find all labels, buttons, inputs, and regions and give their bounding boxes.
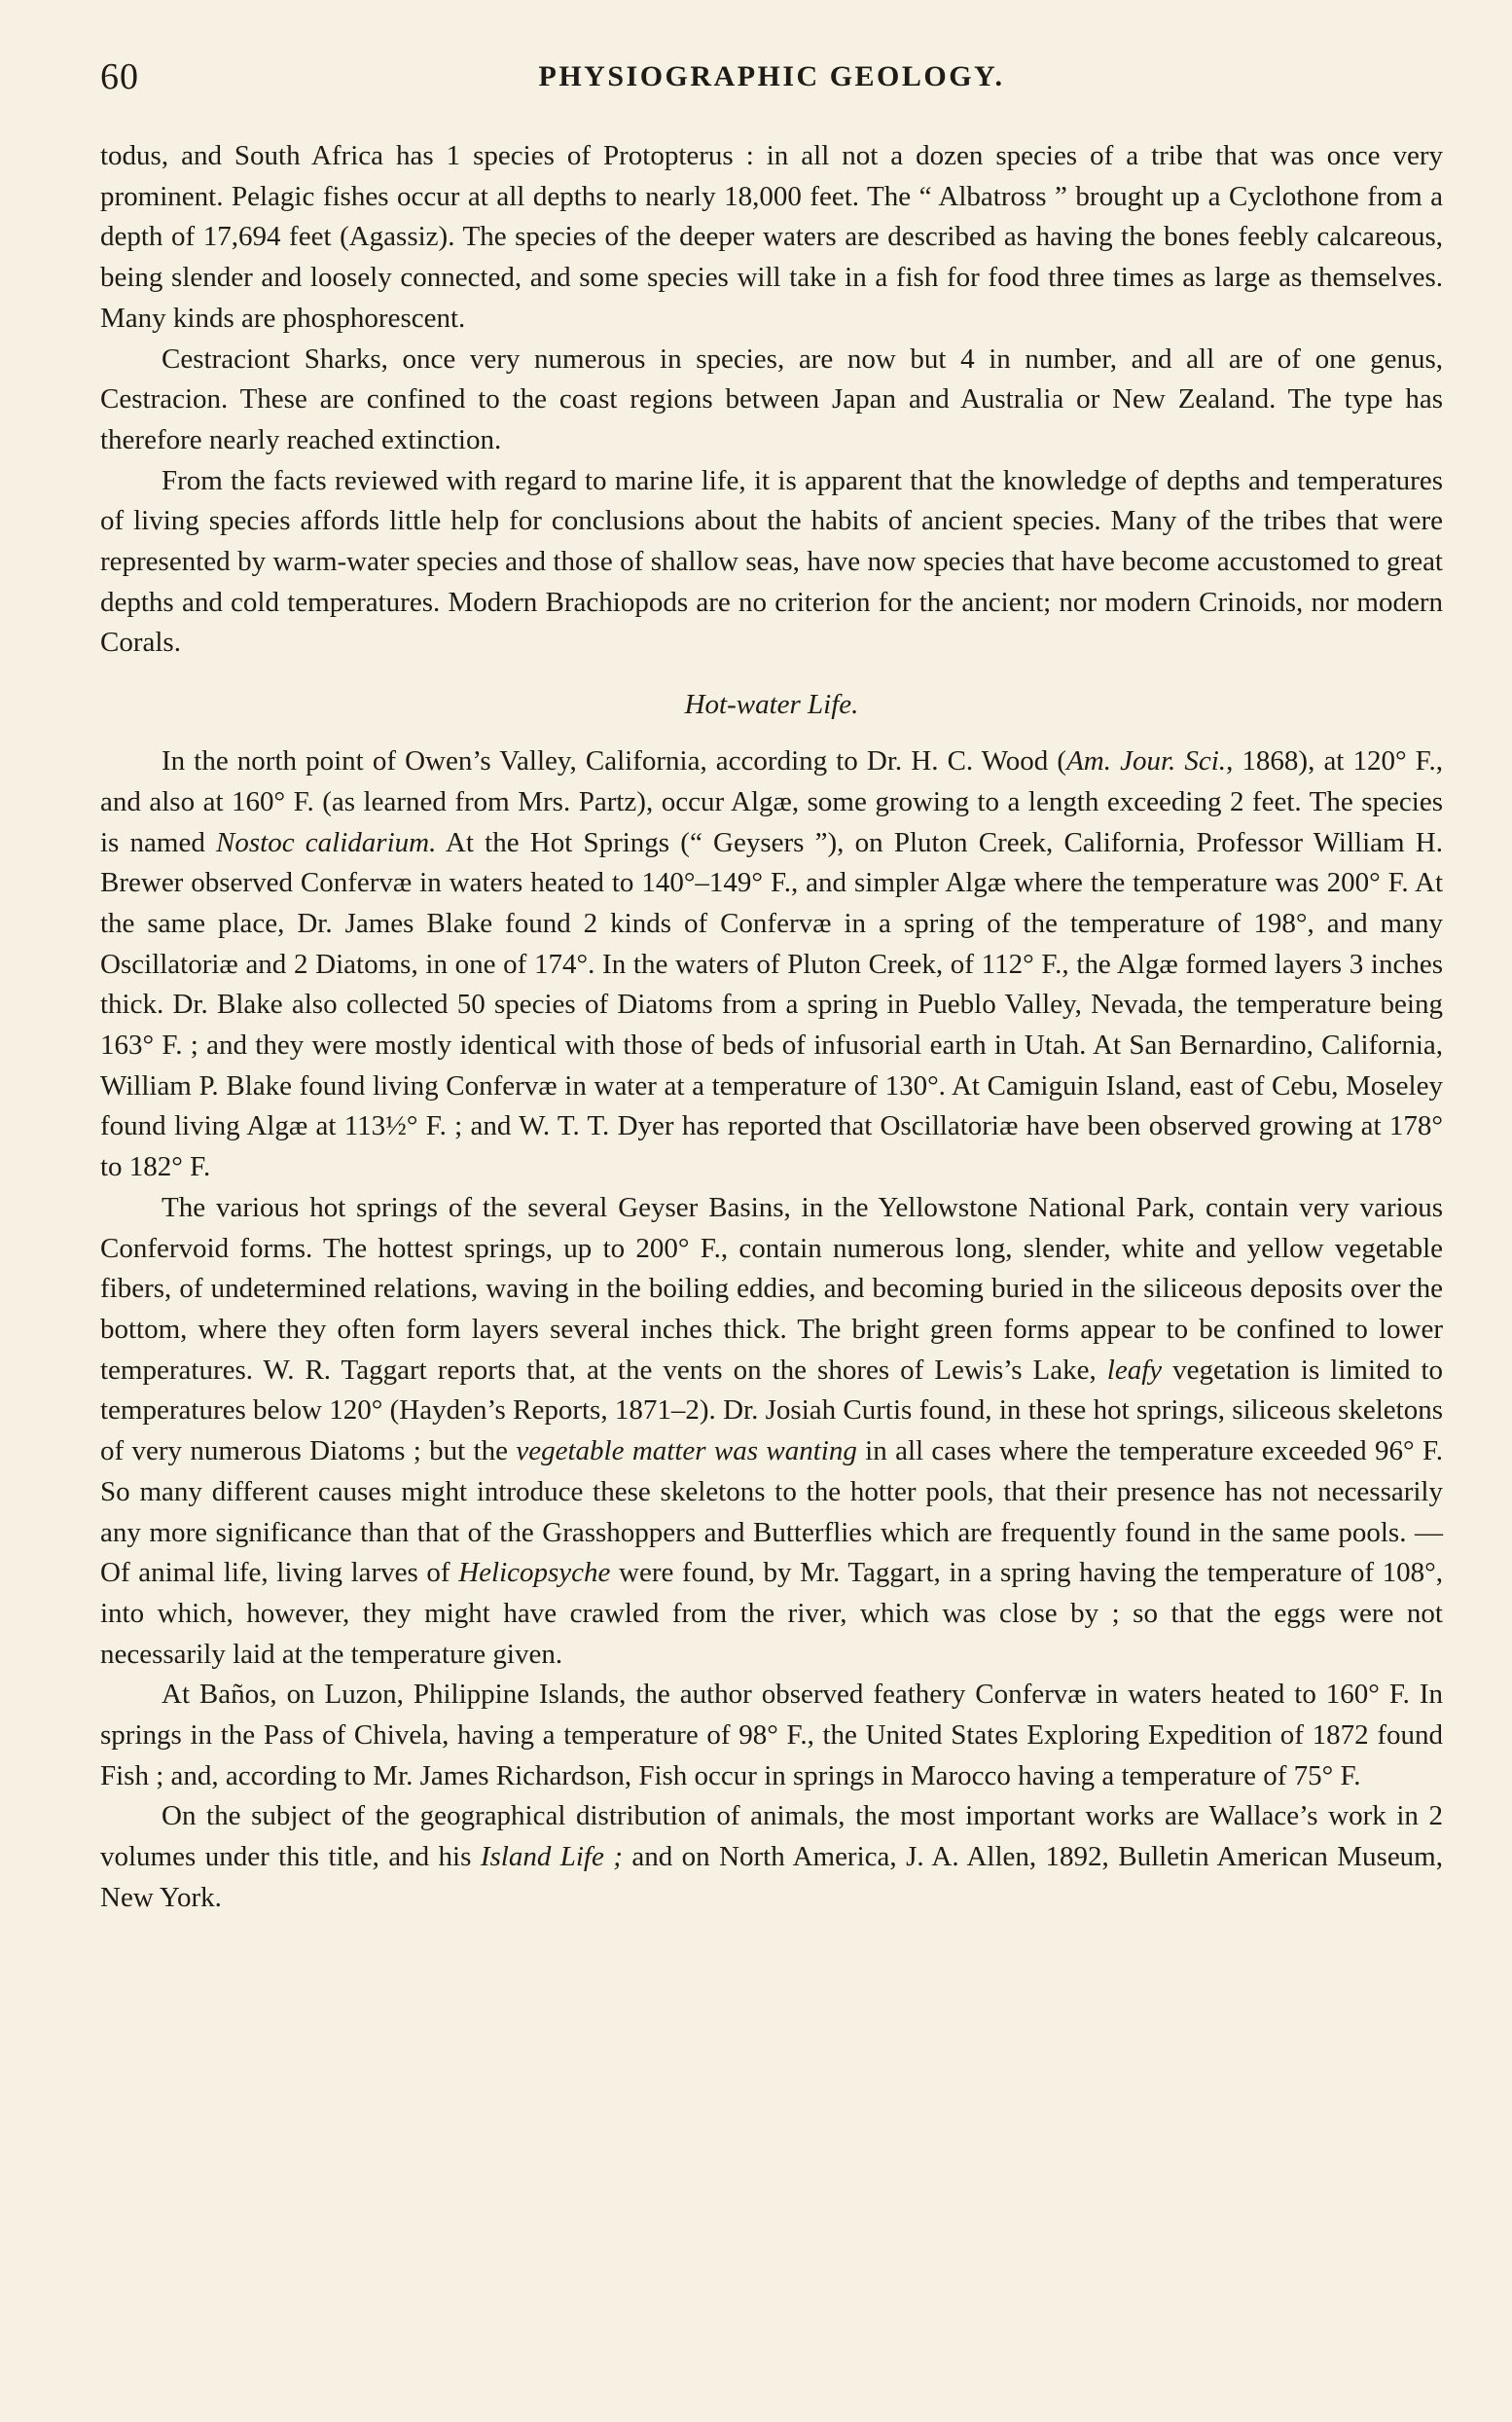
text-run: were found, by Mr. Taggart, in a spring having the temperature of 108°, into which, however, they might have crawled from the river, which was close by ; so that the eggs were not necessarily laid at the temperature given.: [100, 1557, 1443, 1670]
text-run: At the Hot Springs (“ Geysers ”), on Pluton Creek, California, Professor William H. Brewer observed Confervæ in waters heated to 140°–149° F., and simpler Algæ where the temperature was 200° F. At the same place, Dr. James Blake found 2 kinds of Confervæ in a spring of the temperature of 198°, and many Oscillatoriæ and 2 Diatoms, in one of 174°. In the waters of Pluton Creek, of 112° F., the Algæ formed layers 3 inches thick. Dr. Blake also collected 50 species of Diatoms from a spring in Pueblo Valley, Nevada, the temperature being 163° F. ; and they were mostly identical with those of beds of infusorial earth in Utah. At San Bernardino, California, William P. Blake found living Confervæ in water at a temperature of 130°. At Camiguin Island, east of Cebu, Moseley found living Algæ at 113½° F. ; and W. T. T. Dyer has reported that Oscillatoriæ have been observed growing at 178° to 182° F.: [100, 826, 1443, 1183]
text-run: At Baños, on Luzon, Philippine Islands, the author observed feathery Confervæ in waters heated to 160° F. In springs in the Pass of Chivela, having a temperature of 98° F., the United States Exploring Expedition of 1872 found Fish ; and, according to Mr. James Richardson, Fish occur in springs in Marocco having a temperature of 75° F.: [100, 1679, 1443, 1791]
section-subheading: Hot-water Life.: [684, 689, 859, 721]
paragraph: [100, 136, 1443, 340]
text-run: todus, and South Africa has 1 species of Protopterus : in all not a dozen species of a tribe that was once very prominent. Pelagic fishes occur at all depths to nearly 18,000 feet. The “ Albatross ” brought up a Cyclothone from a depth of 17,694 feet (Agassiz). The species of the deeper waters are described as having the bones feebly calcareous, being slender and loosely connected, and some species will take in a fish for food three times as large as themselves. Many kinds are phosphorescent.: [100, 140, 1443, 334]
paragraph: [100, 1796, 1443, 1918]
page-number: 60: [100, 56, 139, 97]
text-run: vegetation is limited to temperatures below 120° (Hayden’s Reports, 1871–2). Dr. Josiah Curtis found, in these hot springs, siliceous skeletons of very numerous Diatoms ; but the: [100, 1354, 1444, 1467]
paragraph: [100, 1188, 1443, 1675]
text-run: From the facts reviewed with regard to marine life, it is apparent that the knowledge of depths and temperatures of living species affords little help for conclusions about the habits of ancient species. Many of the tribes that were represented by warm-water species and those of shallow seas, have now species that have become accustomed to great depths and cold temperatures. Modern Brachiopods are no criterion for the ancient; nor modern Crinoids, nor modern Corals.: [100, 464, 1443, 659]
paragraph: [100, 461, 1443, 665]
paragraph: [100, 741, 1443, 1188]
page-body: [100, 136, 1443, 1919]
page-header: [100, 54, 1443, 100]
italic-text-run: Nostoc calidarium.: [216, 826, 437, 858]
italic-text-run: leafy: [1106, 1354, 1163, 1386]
paragraph: [100, 340, 1443, 461]
text-run: The various hot springs of the several Geyser Basins, in the Yellowstone National Park, contain very various Confervoid forms. The hottest springs, up to 200° F., contain numerous long, slender, white and yellow vegetable fibers, of undetermined relations, waving in the boiling eddies, and becoming buried in the siliceous deposits over the bottom, where they often form layers several inches thick. The bright green forms appear to be confined to lower temperatures. W. R. Taggart reports that, at the vents on the shores of Lewis’s Lake,: [100, 1191, 1443, 1386]
running-title: PHYSIOGRAPHIC GEOLOGY.: [538, 60, 1005, 92]
text-run: Cestraciont Sharks, once very numerous in species, are now but 4 in number, and all are of one genus, Cestracion. These are confined to the coast regions between Japan and Australia or New Zealand. The type has therefore nearly reached extinction.: [100, 343, 1443, 455]
paragraph: [100, 1675, 1443, 1796]
text-run: , 1868), at 120° F., and also at 160° F. (as learned from Mrs. Partz), occur Algæ, some growing to a length exceeding 2 feet. The species is named: [100, 745, 1443, 858]
text-run: and on North America, J. A. Allen, 1892, Bulletin American Museum, New York.: [100, 1841, 1443, 1913]
text-run: in all cases where the temperature exceeded 96° F. So many different causes might introduce these skeletons to the hotter pools, that their presence has not necessarily any more significance than that of the Grasshoppers and Butterflies which are frequently found in the same pools. — Of animal life, living larves of: [100, 1435, 1444, 1589]
text-run: In the north point of Owen’s Valley, California, according to Dr. H. C. Wood (: [162, 745, 1067, 777]
paragraph-group-hot-water-life: [100, 741, 1443, 1918]
paragraph-group-marine-life: [100, 136, 1443, 664]
italic-text-run: Helicopsyche: [458, 1557, 611, 1589]
text-run: On the subject of the geographical distribution of animals, the most important works are Wallace’s work in 2 volumes under this title, and his: [100, 1800, 1443, 1873]
italic-text-run: vegetable matter was wanting: [516, 1435, 857, 1467]
italic-text-run: Island Life ;: [480, 1841, 623, 1873]
italic-text-run: Am. Jour. Sci.: [1066, 745, 1227, 777]
